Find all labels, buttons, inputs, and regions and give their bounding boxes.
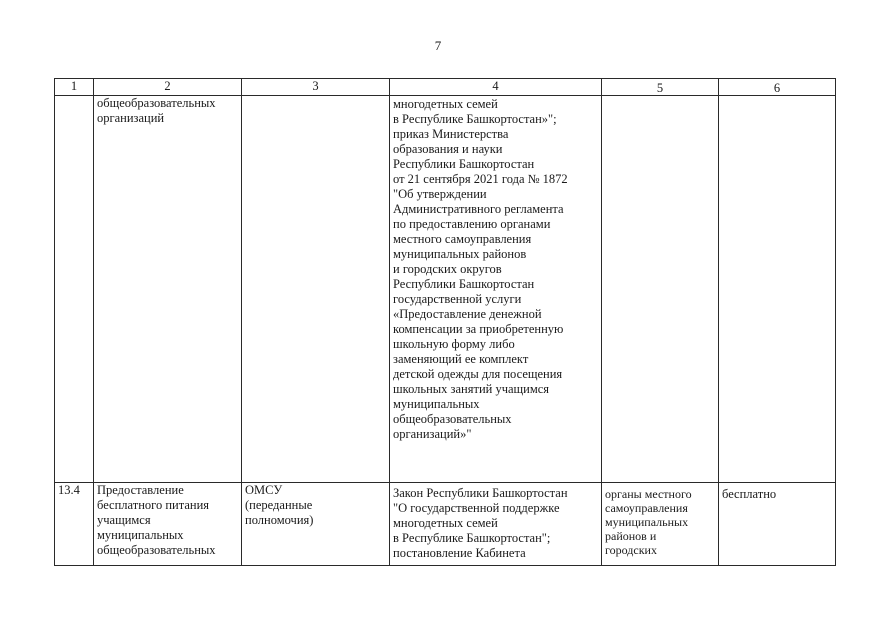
column-header-5: 5 [602,79,719,96]
legal-basis-cell: Закон Республики Башкортостан "О государственной поддержке многодетных семей в Республике Башкортостан"; постановление Кабинета [390,483,602,566]
table-row [55,483,836,566]
table-row [55,96,836,483]
column-header-1: 1 [55,79,94,96]
column-header-6: 6 [719,79,836,96]
column-header-4: 4 [390,79,602,96]
table-header-row [55,79,836,96]
authority-cell [602,96,719,483]
service-name-cell: Предоставление бесплатного питания учащимся муниципальных общеобразовательных [94,483,242,566]
fee-cell: бесплатно [719,483,836,566]
legal-basis-cell: многодетных семей в Республике Башкортостан»"; приказ Министерства образования и науки Республики Башкортостан от 21 сентября 2021 года № 1872 "Об утверждении Административного регламента по предоставлению органами местного самоуправления муниципальных районов и городских округов Республики Башкортостан государственной услуги «Предоставление денежной компенсации за приобретенную школьную форму либо заменяющий ее комплект детской одежды для посещения школьных занятий учащимся муниципальных общеобразовательных организаций»" [390,96,602,483]
row-number-cell [55,96,94,483]
row-number-cell: 13.4 [55,483,94,566]
provider-cell: ОМСУ (переданные полномочия) [242,483,390,566]
authority-cell: органы местного самоуправления муниципальных районов и городских [602,483,719,566]
fee-cell [719,96,836,483]
provider-cell [242,96,390,483]
page-number: 7 [434,38,442,53]
document-table [54,78,836,566]
column-header-2: 2 [94,79,242,96]
column-header-3: 3 [242,79,390,96]
service-name-cell: общеобразовательных организаций [94,96,242,483]
